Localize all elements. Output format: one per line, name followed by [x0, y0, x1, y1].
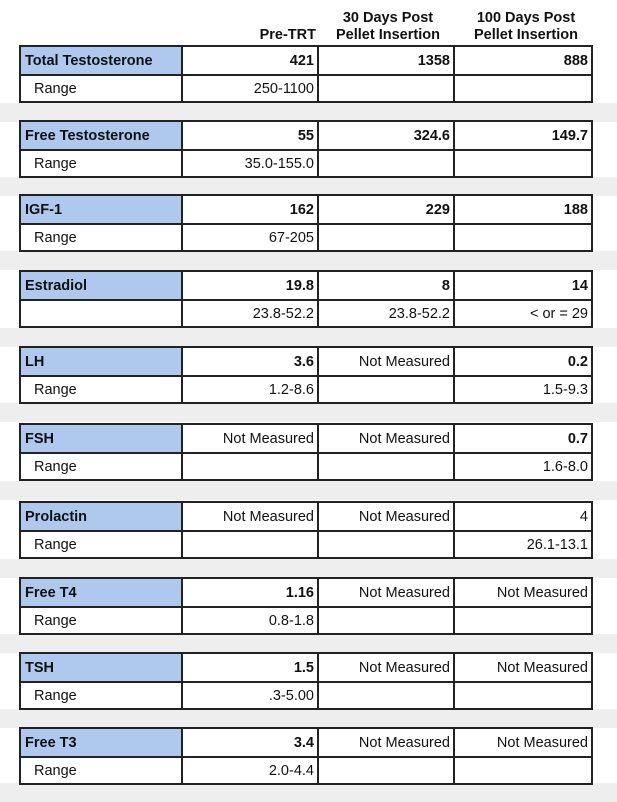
lab-label: Estradiol	[21, 272, 183, 299]
range-pre-trt: 0.8-1.8	[183, 608, 319, 633]
range-30-days	[319, 608, 455, 633]
range-100-days	[455, 76, 591, 101]
header-pre-trt	[184, 6, 316, 44]
range-pre-trt: .3-5.00	[183, 683, 319, 708]
range-30-days	[319, 758, 455, 783]
gray-strip	[0, 709, 617, 728]
value-30-days: Not Measured	[319, 729, 455, 756]
lab-range-row	[21, 225, 591, 250]
lab-value-row	[21, 122, 591, 151]
range-100-days	[455, 683, 591, 708]
value-30-days: 8	[319, 272, 455, 299]
range-30-days	[319, 683, 455, 708]
lab-range-row	[21, 76, 591, 101]
lab-value-row	[21, 47, 591, 76]
value-100-days: 14	[571, 277, 588, 294]
lab-block-free-t3	[19, 727, 593, 785]
range-label: Range	[21, 758, 183, 783]
range-30-days: 23.8-52.2	[319, 301, 455, 326]
range-pre-trt	[183, 454, 319, 479]
lab-label: IGF-1	[21, 196, 183, 223]
range-100-days	[455, 608, 591, 633]
range-pre-trt: 23.8-52.2	[183, 301, 319, 326]
range-100-days: < or = 29	[529, 305, 588, 322]
lab-value-row	[21, 425, 591, 454]
lab-label: FSH	[21, 425, 183, 452]
value-pre-trt: Not Measured	[183, 425, 319, 452]
value-pre-trt: 1.5	[183, 654, 319, 681]
range-100-days	[455, 151, 591, 176]
range-100-days: 1.6-8.0	[542, 458, 588, 475]
header-30-days-line1: 30 Days Post	[342, 10, 434, 26]
lab-range-row	[21, 151, 591, 176]
range-label: Range	[21, 683, 183, 708]
value-pre-trt: Not Measured	[183, 503, 319, 530]
gray-strip	[0, 783, 617, 802]
lab-label: Free T3	[21, 729, 183, 756]
gray-strip	[0, 251, 617, 270]
column-header	[0, 6, 617, 44]
value-100-days: 4	[579, 508, 588, 525]
value-100-days: Not Measured	[496, 734, 588, 751]
value-30-days: 229	[319, 196, 455, 223]
range-30-days	[319, 225, 455, 250]
value-100-days: 888	[563, 52, 588, 69]
value-pre-trt: 3.6	[183, 348, 319, 375]
range-pre-trt: 2.0-4.4	[183, 758, 319, 783]
gray-strip	[0, 559, 617, 578]
range-label	[21, 301, 183, 326]
range-pre-trt: 250-1100	[183, 76, 319, 101]
value-30-days: 1358	[319, 47, 455, 74]
range-30-days	[319, 532, 455, 557]
range-30-days	[319, 454, 455, 479]
range-label: Range	[21, 151, 183, 176]
lab-block-fsh	[19, 423, 593, 481]
lab-range-row	[21, 377, 591, 402]
lab-block-igf-1	[19, 194, 593, 252]
value-pre-trt: 421	[183, 47, 319, 74]
header-30-days	[322, 6, 454, 44]
value-30-days: Not Measured	[319, 425, 455, 452]
lab-label: Total Testosterone	[21, 47, 183, 74]
value-30-days: Not Measured	[319, 348, 455, 375]
value-100-days: Not Measured	[496, 659, 588, 676]
lab-value-row	[21, 196, 591, 225]
value-100-days: 188	[563, 201, 588, 218]
lab-label: Free T4	[21, 579, 183, 606]
range-pre-trt: 67-205	[183, 225, 319, 250]
value-100-days: Not Measured	[496, 584, 588, 601]
value-pre-trt: 3.4	[183, 729, 319, 756]
header-30-days-line2: Pellet Insertion	[336, 27, 440, 43]
lab-range-row	[21, 454, 591, 479]
range-label: Range	[21, 608, 183, 633]
lab-label: LH	[21, 348, 183, 375]
value-pre-trt: 19.8	[183, 272, 319, 299]
lab-block-tsh	[19, 652, 593, 710]
lab-label: Free Testosterone	[21, 122, 183, 149]
lab-block-free-t4	[19, 577, 593, 635]
header-pre-trt-text: Pre-TRT	[259, 27, 316, 43]
value-100-days: 0.7	[567, 430, 588, 447]
range-label: Range	[21, 76, 183, 101]
lab-range-row	[21, 608, 591, 633]
lab-label: TSH	[21, 654, 183, 681]
lab-label: Prolactin	[21, 503, 183, 530]
range-pre-trt: 35.0-155.0	[183, 151, 319, 176]
value-100-days: 0.2	[567, 353, 588, 370]
header-100-days-line1: 100 Days Post	[476, 10, 576, 26]
lab-block-total-testosterone	[19, 45, 593, 103]
range-pre-trt	[183, 532, 319, 557]
lab-range-row	[21, 301, 591, 326]
range-pre-trt: 1.2-8.6	[183, 377, 319, 402]
gray-strip	[0, 634, 617, 653]
header-100-days-line2: Pellet Insertion	[474, 27, 578, 43]
value-100-days: 149.7	[551, 127, 588, 144]
lab-range-row	[21, 532, 591, 557]
value-30-days: Not Measured	[319, 654, 455, 681]
lab-block-free-testosterone	[19, 120, 593, 178]
lab-value-row	[21, 503, 591, 532]
range-label: Range	[21, 532, 183, 557]
value-30-days: Not Measured	[319, 503, 455, 530]
value-pre-trt: 55	[183, 122, 319, 149]
value-pre-trt: 1.16	[183, 579, 319, 606]
gray-strip	[0, 403, 617, 422]
range-100-days	[455, 758, 591, 783]
value-30-days: 324.6	[319, 122, 455, 149]
range-label: Range	[21, 377, 183, 402]
range-100-days: 1.5-9.3	[542, 381, 588, 398]
range-30-days	[319, 76, 455, 101]
lab-value-row	[21, 729, 591, 758]
range-30-days	[319, 377, 455, 402]
range-30-days	[319, 151, 455, 176]
range-100-days: 26.1-13.1	[526, 536, 588, 553]
range-label: Range	[21, 225, 183, 250]
lab-range-row	[21, 683, 591, 708]
lab-value-row	[21, 348, 591, 377]
lab-value-row	[21, 654, 591, 683]
value-pre-trt: 162	[183, 196, 319, 223]
lab-range-row	[21, 758, 591, 783]
value-30-days: Not Measured	[319, 579, 455, 606]
lab-block-prolactin	[19, 501, 593, 559]
range-label: Range	[21, 454, 183, 479]
header-100-days	[460, 6, 592, 44]
range-100-days	[455, 225, 591, 250]
lab-block-estradiol	[19, 270, 593, 328]
lab-block-lh	[19, 346, 593, 404]
lab-value-row	[21, 579, 591, 608]
gray-strip	[0, 328, 617, 347]
lab-value-row	[21, 272, 591, 301]
gray-strip	[0, 481, 617, 500]
